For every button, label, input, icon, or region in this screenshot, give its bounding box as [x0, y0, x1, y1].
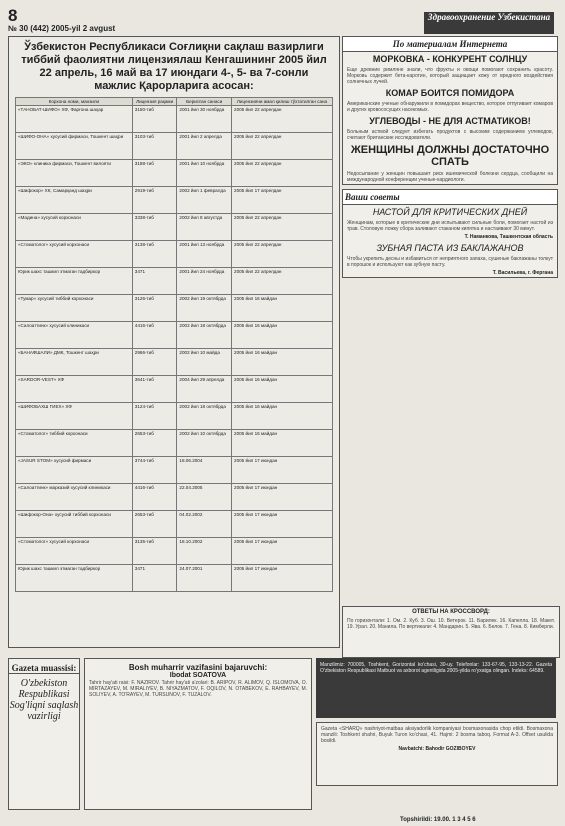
- table-cell: 2002 йил 18 октябрда: [177, 322, 232, 349]
- page-number: 8: [8, 6, 18, 25]
- table-cell: 2005 йил 17 июндан: [232, 538, 333, 565]
- table-cell: 3138-тиб: [132, 241, 177, 268]
- article-title: УГЛЕВОДЫ - НЕ ДЛЯ АСТМАТИКОВ!: [369, 116, 531, 126]
- table-cell: 2002 йил 1 февралда: [177, 187, 232, 214]
- table-cell: 2002 йил 10 октябрда: [177, 430, 232, 457]
- advice-title: НАСТОЙ ДЛЯ КРИТИЧЕСКИХ ДНЕЙ: [372, 207, 528, 217]
- table-cell: 2919-тиб: [132, 187, 177, 214]
- table-cell: «Стоматолог» тиббий корхонаси: [16, 430, 133, 457]
- table-cell: 2005 йил 16 майдан: [232, 430, 333, 457]
- founder-line: vazirligi: [27, 711, 61, 722]
- table-cell: «SARDOR-VEST» ХФ: [16, 376, 133, 403]
- print-text: Gazeta «SHARQ» nashriyot-matbaa aksiyadorlik kompaniyasi bosmaxonasida chop etildi. Bosmaxona manzili: Toshkent shahri, Buyuk Turon ko'chasi, 41. Hajmi: 2 bosma taboq. Format A-3. Offset usulida bosildi.: [321, 726, 553, 744]
- table-cell: 3471: [132, 565, 177, 592]
- table-cell: 4416-тиб: [132, 322, 177, 349]
- advice-box: [342, 189, 558, 278]
- founder-line: Sog'liqni saqlash: [9, 700, 79, 711]
- duty-editor: Navbatchi: Bahodir GOZIBOYEV: [398, 746, 476, 752]
- table-cell: 2005 йил 16 майдан: [232, 403, 333, 430]
- table-row: [16, 457, 333, 484]
- print-box: [316, 722, 558, 786]
- table-cell: 2001 йил 2 апрелда: [177, 133, 232, 160]
- table-cell: 2005 йил 16 майдан: [232, 376, 333, 403]
- table-cell: «Шифокор-Она» хусусий тиббий корхонаси: [16, 511, 133, 538]
- crossword-answers: [342, 606, 560, 658]
- table-cell: 2005 йил 16 майдан: [232, 295, 333, 322]
- table-header: Берилган санаси: [177, 98, 232, 106]
- editorial-box: [84, 658, 312, 810]
- masthead: [8, 6, 558, 34]
- article-title: КОМАР БОИТСЯ ПОМИДОРА: [385, 88, 515, 98]
- answers-text: По горизонтали: 1. Ом. 2. Куб. 3. Ош. 10. Ветерок. 11. Барилек. 16. Капелла. 18. Макет. 19. Урал. 20. Манила. По вертикали: 4. Мандарин. 5. Ява. 6. Белок. 7. Гена. 8. Кимберли.: [347, 618, 555, 630]
- table-header: Корхона номи, манзили: [16, 98, 133, 106]
- notice-title: Ўзбекистон Республикаси Соғлиқни сақлаш вазирлиги тиббий фаолиятни лицензиялаш Кенгашининг 2005 йил 22 апрель, 16 май ва 17 июндаги 4-, 5- ва 7-сонли мажлис Қарорларига асосан:: [21, 41, 327, 92]
- contact-text: Manzilimiz: 700005, Toshkent, Gorizontal ko'chasi, 30-uy. Telefonlar: 133-67-95, 133-13-22. Gazeta O'zbekiston Respublikasi Matbuot va axborot agentligida 2005-yilda ro'yxatga olingan. Indeks: 64589.: [320, 662, 552, 674]
- internet-box: [342, 36, 558, 185]
- article-text: Еще древние римляне знали, что фрукты и овощи помогают сохранить красоту. Морковь содержит бета-каротин, который защищает кожу от вредного воздействия солнечных лучей.: [347, 67, 553, 85]
- table-cell: «ШИФО-ОНА» хусусий фирмаси, Тошкент шаҳри: [16, 133, 133, 160]
- table-cell: «Стоматолог» хусусий корхонаси: [16, 241, 133, 268]
- table-row: [16, 511, 333, 538]
- table-cell: «ЭКО» клиника фирмаси, Тошкент вилояти: [16, 160, 133, 187]
- article-title: МОРКОВКА - КОНКУРЕНТ СОЛНЦУ: [372, 54, 528, 64]
- article-title: ЖЕНЩИНЫ ДОЛЖНЫ ДОСТАТОЧНО СПАТЬ: [350, 144, 550, 168]
- table-cell: 22.04.2005: [177, 484, 232, 511]
- founder-title: Gazeta muassisi:: [9, 663, 79, 674]
- table-cell: 2005 йил 22 апрелдан: [232, 160, 333, 187]
- table-cell: 18.06.2004: [177, 457, 232, 484]
- advice-text: Чтобы укрепить десны и избавиться от неприятного запаха, сушеные баклажаны толкут в порошок и используют как зубную пасту.: [347, 256, 553, 268]
- table-row: [16, 484, 333, 511]
- table-cell: 2004 йил 29 апрелда: [177, 376, 232, 403]
- table-cell: 2001 йил 13 ноябрда: [177, 241, 232, 268]
- advice-signature: Т. Васильева, г. Фергана: [492, 270, 553, 276]
- article-text: Больным астмой следует избегать продуктов с высоким содержанием углеводов, считают британские исследователи.: [347, 129, 553, 141]
- editor-title: Bosh muharrir vazifasini bajaruvchi:: [128, 663, 268, 672]
- table-header: Лицензияни амал қилиш тўхтатилган сана: [232, 98, 333, 106]
- table-cell: 2005 йил 22 апрелдан: [232, 268, 333, 295]
- table-cell: 2005 йил 16 майдан: [232, 322, 333, 349]
- table-cell: «ШИФОБАХШ ГИЕХ» ХФ: [16, 403, 133, 430]
- table-row: [16, 322, 333, 349]
- table-cell: «Салоаттинк» марказий хусусий клиникаси: [16, 484, 133, 511]
- table-row: [16, 187, 333, 214]
- article-text: Американские ученые обнаружили в помидорах вещество, которое отпугивает комаров и других кровососущих насекомых.: [347, 101, 553, 113]
- table-cell: 3126-тиб: [132, 295, 177, 322]
- table-cell: 3135-тиб: [132, 538, 177, 565]
- table-cell: 2005 йил 17 апрелдан: [232, 187, 333, 214]
- license-table: [15, 97, 333, 592]
- table-row: [16, 241, 333, 268]
- founder-line: O'zbekiston: [20, 678, 68, 689]
- table-cell: 2005 йил 16 майдан: [232, 349, 333, 376]
- table-cell: 3338-тиб: [132, 214, 177, 241]
- table-cell: 2002 йил 8 августда: [177, 214, 232, 241]
- table-cell: 2005 йил 17 июндан: [232, 457, 333, 484]
- table-cell: «Мадина» хусусий корхонаси: [16, 214, 133, 241]
- advice-signature: Т. Наманкова, Ташкентская область: [464, 234, 553, 240]
- table-header: Лицензия рақами: [132, 98, 177, 106]
- footer-line: Topshirildi: 19.00. 1 3 4 5 6: [400, 817, 476, 823]
- advice-title: ЗУБНАЯ ПАСТА ИЗ БАКЛАЖАНОВ: [376, 243, 524, 253]
- table-cell: 2005 йил 22 апрелдан: [232, 133, 333, 160]
- table-cell: «ТАНОБАТ-ШИФО» ХФ, Фарғона шаҳар: [16, 106, 133, 133]
- table-cell: 24.07.2001: [177, 565, 232, 592]
- table-row: [16, 376, 333, 403]
- answers-title: ОТВЕТЫ НА КРОССВОРД:: [412, 609, 490, 615]
- table-cell: 2005 йил 22 апрелдан: [232, 214, 333, 241]
- table-cell: 2005 йил 17 июндан: [232, 484, 333, 511]
- table-cell: 4416-тиб: [132, 484, 177, 511]
- table-row: [16, 538, 333, 565]
- table-row: [16, 403, 333, 430]
- table-cell: «БАНАФШАЛИ» ДМК, Тошкент шаҳри: [16, 349, 133, 376]
- table-row: [16, 214, 333, 241]
- table-row: [16, 430, 333, 457]
- table-cell: 3188-тиб: [132, 160, 177, 187]
- editor-name: Ibodat SOATOVA: [169, 672, 227, 679]
- table-cell: 3103-тиб: [132, 133, 177, 160]
- table-cell: Юрик шахс ташкил этмаган тадбиркор: [16, 565, 133, 592]
- table-cell: «Тумар» хусусий тиббий корхонаси: [16, 295, 133, 322]
- table-cell: Юрик шахс ташкил этмаган тадбиркор: [16, 268, 133, 295]
- article-text: Недосыпание у женщин повышает риск ишемической болезни сердца, сообщили на международной конференции ученые-кардиологи.: [347, 171, 553, 183]
- table-cell: 2002 йил 18 октябрда: [177, 403, 232, 430]
- table-cell: «Шифокор» ХК, Самарқанд шаҳри: [16, 187, 133, 214]
- table-cell: 2005 йил 17 июндан: [232, 511, 333, 538]
- table-cell: 2001 йил 24 ноябрда: [177, 268, 232, 295]
- table-cell: «Стоматолог» хусусий корхонаси: [16, 538, 133, 565]
- table-cell: 2001 йил 10 ноябрда: [177, 160, 232, 187]
- rubric-advice: Ваши советы: [343, 190, 557, 205]
- table-row: [16, 106, 333, 133]
- section-title: Здравоохранение Узбекистана: [424, 12, 554, 34]
- table-cell: 2005 йил 22 апрелдан: [232, 106, 333, 133]
- table-row: [16, 349, 333, 376]
- table-cell: 2002 йил 10 майда: [177, 349, 232, 376]
- table-row: [16, 295, 333, 322]
- founder-box: [8, 658, 80, 810]
- table-cell: 3744-тиб: [132, 457, 177, 484]
- table-cell: 2653-тиб: [132, 511, 177, 538]
- table-cell: «Салоаттинк» хусусий клиникаси: [16, 322, 133, 349]
- table-cell: 2653-тиб: [132, 430, 177, 457]
- table-cell: 18.10.2002: [177, 538, 232, 565]
- table-cell: 2005 йил 22 апрелдан: [232, 241, 333, 268]
- table-cell: 2966-тиб: [132, 349, 177, 376]
- table-cell: 2001 йил 30 ноябрда: [177, 106, 232, 133]
- table-cell: 2005 йил 17 июндан: [232, 565, 333, 592]
- table-row: [16, 133, 333, 160]
- table-cell: 04.02.2002: [177, 511, 232, 538]
- table-cell: 3641-тиб: [132, 376, 177, 403]
- issue-line: № 30 (442) 2005-yil 2 avgust: [8, 24, 116, 33]
- table-cell: 3124-тиб: [132, 403, 177, 430]
- table-cell: 2002 йил 19 октябрда: [177, 295, 232, 322]
- founder-line: Respublikasi: [18, 689, 70, 700]
- table-cell: «JASUR STOM» хусусий фирмаси: [16, 457, 133, 484]
- table-row: [16, 565, 333, 592]
- advice-text: Женщинам, которые в критические дни испытывают сильные боли, помогает настой из трав. Столовую ложку сбора заливают стаканом кипятка и настаивают 30 минут.: [347, 220, 553, 232]
- contact-box: [316, 658, 556, 718]
- table-cell: 3150-тиб: [132, 106, 177, 133]
- table-row: [16, 268, 333, 295]
- rubric-internet: По материалам Интернета: [343, 37, 557, 52]
- editorial-board: Tahrir hay'ati raisi: F. NAZIROV. Tahrir hay'ati a'zolari: B. ARIPOV, R. ALIMOV, Q. ISLOMOVA, O. MIRTAZAYEV, M. MIRALIYEV, B. NIYAZMATOV, F. OQILOV, N. OTABEKOV, E. RAHBAYEV, M. SOLIYEV, A. TO'RAYEV, M. TURSUNOV, F. TUZALOV.: [89, 680, 307, 698]
- table-row: [16, 160, 333, 187]
- license-notice: [8, 36, 340, 648]
- table-cell: 3471: [132, 268, 177, 295]
